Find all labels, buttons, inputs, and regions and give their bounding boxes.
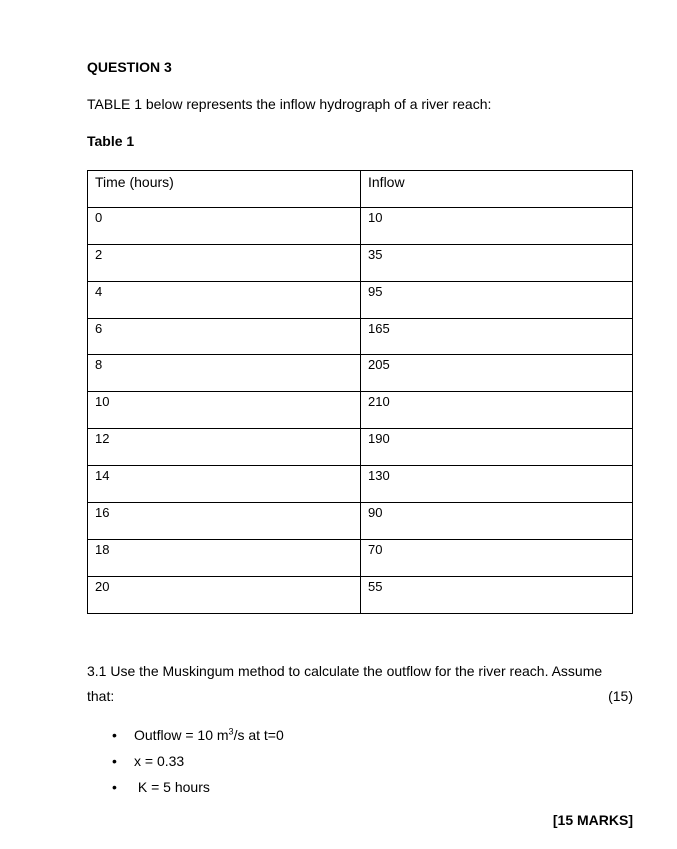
table-header-row <box>88 171 633 208</box>
table-row <box>88 392 633 429</box>
inflow-table <box>87 170 633 614</box>
inflow-cell: 70 <box>361 539 633 576</box>
bullet-icon: • <box>112 753 117 769</box>
assumption-k-text: K = 5 hours <box>134 779 210 795</box>
bullet-icon: • <box>112 727 117 743</box>
subquestion-line-2 <box>87 684 633 709</box>
time-cell: 10 <box>88 392 361 429</box>
time-cell: 14 <box>88 466 361 503</box>
subquestion-marks: (15) <box>608 688 633 704</box>
time-cell: 20 <box>88 576 361 613</box>
subquestion-line-1: 3.1 Use the Muskingum method to calculate the outflow for the river reach. Assume <box>87 663 603 679</box>
table-row <box>88 429 633 466</box>
assumption-list <box>112 722 284 800</box>
table-row <box>88 503 633 540</box>
inflow-cell: 165 <box>361 318 633 355</box>
table-row <box>88 576 633 613</box>
question-heading: QUESTION 3 <box>87 59 172 75</box>
list-item <box>112 722 284 748</box>
subquestion-text <box>87 659 633 709</box>
assumption-x-text: x = 0.33 <box>134 753 185 769</box>
time-cell: 16 <box>88 503 361 540</box>
table-row <box>88 207 633 244</box>
assumption-outflow-text: Outflow = 10 m <box>134 727 229 743</box>
inflow-cell: 210 <box>361 392 633 429</box>
assumption-outflow-unit: /s at t=0 <box>233 727 284 743</box>
list-item <box>112 774 284 800</box>
time-cell: 18 <box>88 539 361 576</box>
table-row <box>88 466 633 503</box>
inflow-cell: 95 <box>361 281 633 318</box>
time-cell: 2 <box>88 244 361 281</box>
inflow-cell: 190 <box>361 429 633 466</box>
table-row <box>88 318 633 355</box>
time-cell: 4 <box>88 281 361 318</box>
bullet-icon: • <box>112 779 117 795</box>
total-marks: [15 MARKS] <box>552 812 633 828</box>
table-row <box>88 281 633 318</box>
table-caption: Table 1 <box>87 133 135 149</box>
subquestion-continuation: that: <box>87 688 115 704</box>
time-cell: 12 <box>88 429 361 466</box>
inflow-cell: 205 <box>361 355 633 392</box>
list-item <box>112 748 284 774</box>
inflow-cell: 55 <box>361 576 633 613</box>
table-row <box>88 244 633 281</box>
inflow-table-wrapper <box>87 170 633 614</box>
table-row <box>88 539 633 576</box>
inflow-cell: 10 <box>361 207 633 244</box>
intro-text: TABLE 1 below represents the inflow hydrograph of a river reach: <box>87 96 492 112</box>
time-cell: 6 <box>88 318 361 355</box>
superscript-exponent: 3 <box>228 726 234 737</box>
inflow-cell: 90 <box>361 503 633 540</box>
time-cell: 8 <box>88 355 361 392</box>
inflow-cell: 130 <box>361 466 633 503</box>
column-header-inflow: Inflow <box>361 171 633 208</box>
time-cell: 0 <box>88 207 361 244</box>
table-row <box>88 355 633 392</box>
inflow-cell: 35 <box>361 244 633 281</box>
column-header-time: Time (hours) <box>88 171 361 208</box>
